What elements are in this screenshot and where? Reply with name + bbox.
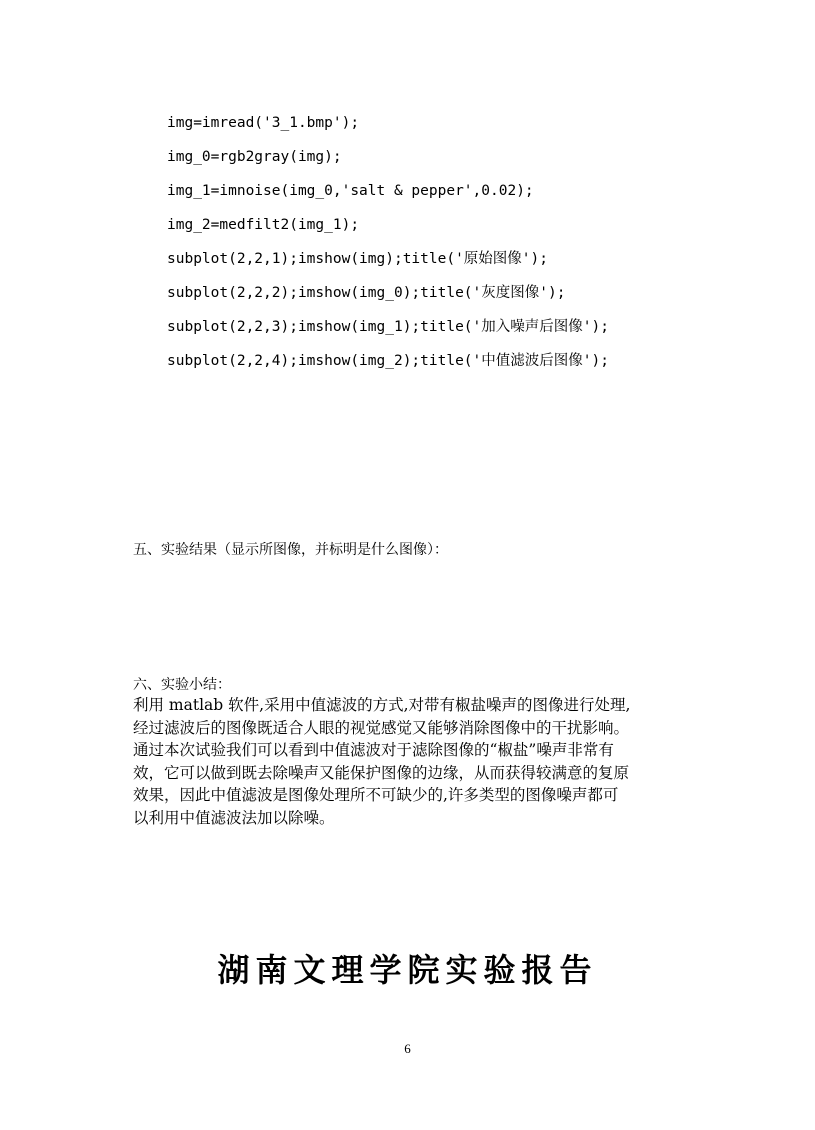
summary-line: 效果，因此中值滤波是图像处理所不可缺少的,许多类型的图像噪声都可 <box>133 786 619 804</box>
section-heading-summary: 六、实验小结： <box>133 677 231 693</box>
summary-line: 经过滤波后的图像既适合人眼的视觉感觉又能够消除图像中的干扰影响。 <box>133 718 630 737</box>
summary-line: 效，它可以做到既去除噪声又能保护图像的边缘，从而获得较满意的复原 <box>133 763 630 782</box>
section-heading-results: 五、实验结果（显示所图像，并标明是什么图像）： <box>133 542 448 558</box>
summary-line: 以利用中值滤波法加以除噪。 <box>133 808 335 827</box>
summary-line: 通过本次试验我们可以看到中值滤波对于滤除图像的“椒盐”噪声非常有 <box>133 741 614 759</box>
code-line: subplot(2,2,1);imshow(img);title('原始图像'); <box>167 251 548 267</box>
code-line: img_1=imnoise(img_0,'salt & pepper',0.02); <box>167 183 534 199</box>
code-line: subplot(2,2,4);imshow(img_2);title('中值滤波后图像'); <box>167 353 609 369</box>
code-line: subplot(2,2,2);imshow(img_0);title('灰度图像'); <box>167 285 566 301</box>
code-line: img_2=medfilt2(img_1); <box>167 217 360 233</box>
summary-paragraph <box>133 694 708 829</box>
page-number: 6 <box>404 1041 411 1056</box>
code-line: img_0=rgb2gray(img); <box>167 149 342 165</box>
code-line: img=imread('3_1.bmp'); <box>167 115 360 131</box>
code-line: subplot(2,2,3);imshow(img_1);title('加入噪声后图像'); <box>167 319 609 335</box>
report-title: 湖南文理学院实验报告 <box>217 951 598 989</box>
summary-line: 利用 matlab 软件,采用中值滤波的方式,对带有椒盐噪声的图像进行处理, <box>133 696 631 714</box>
